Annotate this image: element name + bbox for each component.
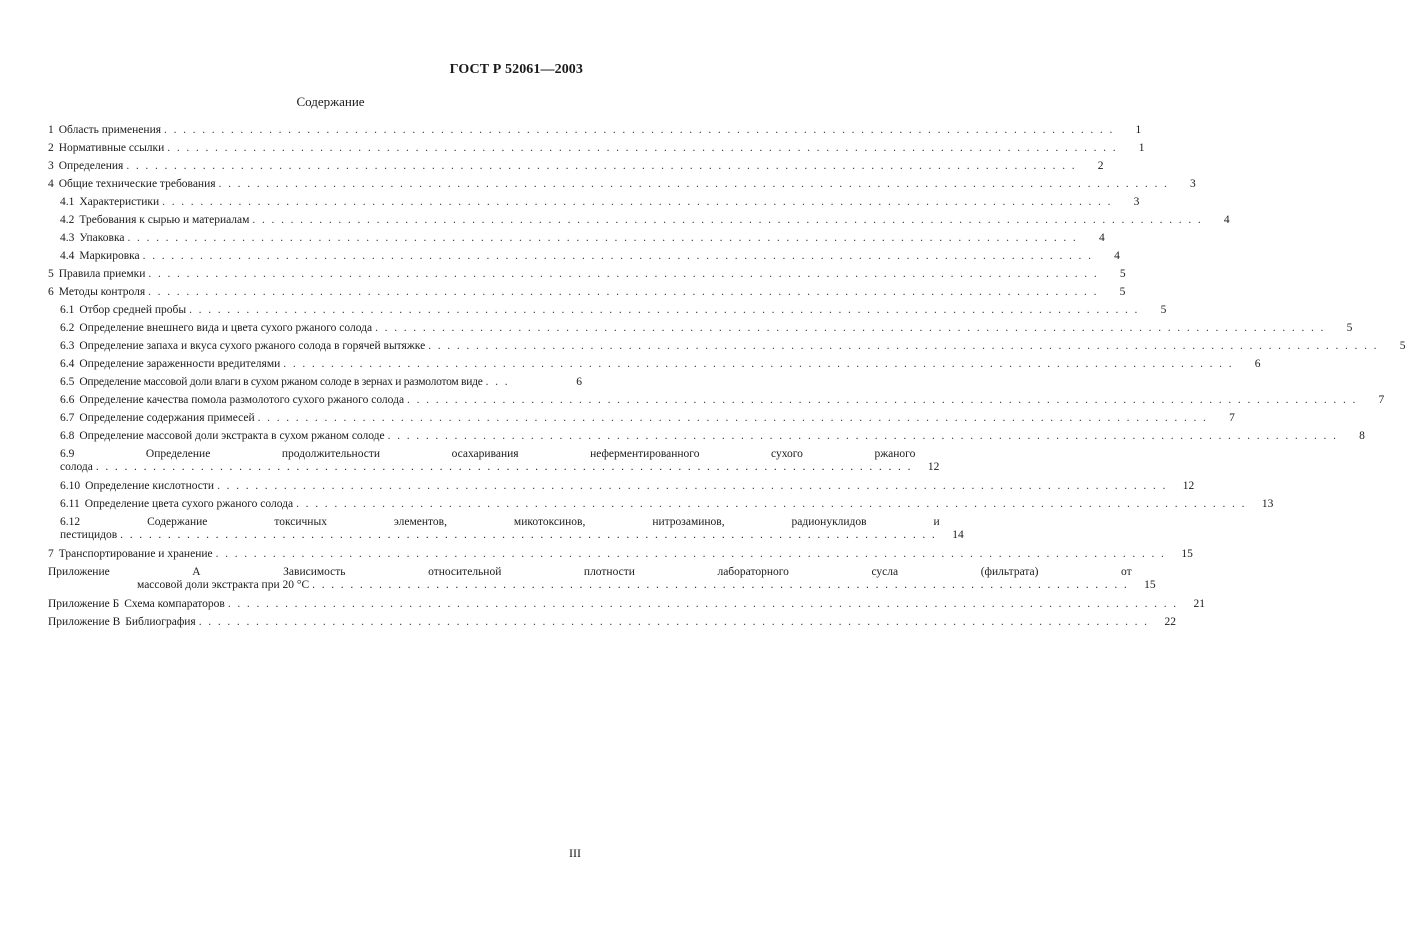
- page-number: III: [569, 846, 581, 860]
- toc-entry[interactable]: 5 Правила приемки . . . . . . . . . . . . . . . . . . . . . . . . . . . . . . . . . . . . . . . . . . . . . . . . . . . . . . . . . . . . . . . . . . . . . . . . . . . . . . . . . . . . . . . . . . . . . . . . . . . . 5: [48, 268, 1126, 280]
- toc-entry[interactable]: 1 Область применения . . . . . . . . . . . . . . . . . . . . . . . . . . . . . . . . . . . . . . . . . . . . . . . . . . . . . . . . . . . . . . . . . . . . . . . . . . . . . . . . . . . . . . . . . . . . . . . . . . . . 1: [48, 124, 1142, 136]
- toc-entry[interactable]: 6.11 Определение цвета сухого ржаного солода . . . . . . . . . . . . . . . . . . . . . . . . . . . . . . . . . . . . . . . . . . . . . . . . . . . . . . . . . . . . . . . . . . . . . . . . . . . . . . . . . . . . . . . . . . . . . . . . . . . . 13: [60, 498, 1274, 510]
- toc-entry[interactable]: 4 Общие технические требования . . . . . . . . . . . . . . . . . . . . . . . . . . . . . . . . . . . . . . . . . . . . . . . . . . . . . . . . . . . . . . . . . . . . . . . . . . . . . . . . . . . . . . . . . . . . . . . . . . . . 3: [48, 178, 1196, 190]
- toc-entry[interactable]: 6.8 Определение массовой доли экстракта в сухом ржаном солоде . . . . . . . . . . . . . . . . . . . . . . . . . . . . . . . . . . . . . . . . . . . . . . . . . . . . . . . . . . . . . . . . . . . . . . . . . . . . . . . . . . . . . . . . . . . . . . . . . . . . 8: [60, 430, 1365, 442]
- toc-entry[interactable]: 6.12 Содержание токсичных элементов, микотоксинов, нитрозаминов, радионуклидов и пестицидов . . . . . . . . . . . . . . . . . . . . . . . . . . . . . . . . . . . . . . . . . . . . . . . . . . . . . . . . . . . . . . . . . . . . . . . . . . . . . . . . . . . . . . 14: [60, 516, 964, 541]
- table-of-contents: [48, 121, 1405, 631]
- toc-entry[interactable]: 6.3 Определение запаха и вкуса сухого ржаного солода в горячей вытяжке . . . . . . . . . . . . . . . . . . . . . . . . . . . . . . . . . . . . . . . . . . . . . . . . . . . . . . . . . . . . . . . . . . . . . . . . . . . . . . . . . . . . . . . . . . . . . . . . . . . . 5: [60, 340, 1405, 352]
- toc-entry[interactable]: 2 Нормативные ссылки . . . . . . . . . . . . . . . . . . . . . . . . . . . . . . . . . . . . . . . . . . . . . . . . . . . . . . . . . . . . . . . . . . . . . . . . . . . . . . . . . . . . . . . . . . . . . . . . . . . . 1: [48, 142, 1145, 154]
- toc-title: Содержание: [296, 94, 365, 109]
- toc-entry[interactable]: 6.2 Определение внешнего вида и цвета сухого ржаного солода . . . . . . . . . . . . . . . . . . . . . . . . . . . . . . . . . . . . . . . . . . . . . . . . . . . . . . . . . . . . . . . . . . . . . . . . . . . . . . . . . . . . . . . . . . . . . . . . . . . . 5: [60, 322, 1353, 334]
- toc-entry[interactable]: 3 Определения . . . . . . . . . . . . . . . . . . . . . . . . . . . . . . . . . . . . . . . . . . . . . . . . . . . . . . . . . . . . . . . . . . . . . . . . . . . . . . . . . . . . . . . . . . . . . . . . . . . . 2: [48, 160, 1104, 172]
- toc-entry[interactable]: Приложение А Зависимость относительной плотности лабораторного сусла (фильтрата) от массовой доли экстракта при 20 °С . . . . . . . . . . . . . . . . . . . . . . . . . . . . . . . . . . . . . . . . . . . . . . . . . . . . . . . . . . . . . . . . . . . . . . . . . . . . . . . . . . . . . . 15: [48, 566, 1156, 591]
- toc-entry[interactable]: Приложение Б Схема компараторов . . . . . . . . . . . . . . . . . . . . . . . . . . . . . . . . . . . . . . . . . . . . . . . . . . . . . . . . . . . . . . . . . . . . . . . . . . . . . . . . . . . . . . . . . . . . . . . . . . . . 21: [48, 598, 1206, 610]
- toc-entry[interactable]: 6.9 Определение продолжительности осахаривания неферментированного сухого ржаного солода . . . . . . . . . . . . . . . . . . . . . . . . . . . . . . . . . . . . . . . . . . . . . . . . . . . . . . . . . . . . . . . . . . . . . . . . . . . . . . . . . . . . . . 12: [60, 448, 940, 473]
- toc-entry[interactable]: 4.2 Требования к сырью и материалам . . . . . . . . . . . . . . . . . . . . . . . . . . . . . . . . . . . . . . . . . . . . . . . . . . . . . . . . . . . . . . . . . . . . . . . . . . . . . . . . . . . . . . . . . . . . . . . . . . . . 4: [60, 214, 1230, 226]
- toc-entry[interactable]: 4.4 Маркировка . . . . . . . . . . . . . . . . . . . . . . . . . . . . . . . . . . . . . . . . . . . . . . . . . . . . . . . . . . . . . . . . . . . . . . . . . . . . . . . . . . . . . . . . . . . . . . . . . . . . 4: [60, 250, 1120, 262]
- toc-entry[interactable]: 6.6 Определение качества помола размолотого сухого ржаного солода . . . . . . . . . . . . . . . . . . . . . . . . . . . . . . . . . . . . . . . . . . . . . . . . . . . . . . . . . . . . . . . . . . . . . . . . . . . . . . . . . . . . . . . . . . . . . . . . . . . . 7: [60, 394, 1385, 406]
- toc-entry[interactable]: 6.5 Определение массовой доли влаги в сухом ржаном солоде в зернах и размолотом виде . . . 6: [60, 376, 582, 388]
- toc-entry[interactable]: 4.3 Упаковка . . . . . . . . . . . . . . . . . . . . . . . . . . . . . . . . . . . . . . . . . . . . . . . . . . . . . . . . . . . . . . . . . . . . . . . . . . . . . . . . . . . . . . . . . . . . . . . . . . . . 4: [60, 232, 1105, 244]
- toc-entry[interactable]: 6.10 Определение кислотности . . . . . . . . . . . . . . . . . . . . . . . . . . . . . . . . . . . . . . . . . . . . . . . . . . . . . . . . . . . . . . . . . . . . . . . . . . . . . . . . . . . . . . . . . . . . . . . . . . . . 12: [60, 480, 1195, 492]
- toc-entry[interactable]: 6.7 Определение содержания примесей . . . . . . . . . . . . . . . . . . . . . . . . . . . . . . . . . . . . . . . . . . . . . . . . . . . . . . . . . . . . . . . . . . . . . . . . . . . . . . . . . . . . . . . . . . . . . . . . . . . . 7: [60, 412, 1235, 424]
- toc-entry[interactable]: 6.4 Определение зараженности вредителями . . . . . . . . . . . . . . . . . . . . . . . . . . . . . . . . . . . . . . . . . . . . . . . . . . . . . . . . . . . . . . . . . . . . . . . . . . . . . . . . . . . . . . . . . . . . . . . . . . . . 6: [60, 358, 1261, 370]
- document-code: ГОСТ Р 52061—2003: [449, 62, 583, 77]
- toc-entry[interactable]: 6 Методы контроля . . . . . . . . . . . . . . . . . . . . . . . . . . . . . . . . . . . . . . . . . . . . . . . . . . . . . . . . . . . . . . . . . . . . . . . . . . . . . . . . . . . . . . . . . . . . . . . . . . . . 5: [48, 286, 1126, 298]
- toc-entry[interactable]: 6.1 Отбор средней пробы . . . . . . . . . . . . . . . . . . . . . . . . . . . . . . . . . . . . . . . . . . . . . . . . . . . . . . . . . . . . . . . . . . . . . . . . . . . . . . . . . . . . . . . . . . . . . . . . . . . . 5: [60, 304, 1167, 316]
- toc-entry[interactable]: 4.1 Характеристики . . . . . . . . . . . . . . . . . . . . . . . . . . . . . . . . . . . . . . . . . . . . . . . . . . . . . . . . . . . . . . . . . . . . . . . . . . . . . . . . . . . . . . . . . . . . . . . . . . . . 3: [60, 196, 1140, 208]
- toc-entry[interactable]: 7 Транспортирование и хранение . . . . . . . . . . . . . . . . . . . . . . . . . . . . . . . . . . . . . . . . . . . . . . . . . . . . . . . . . . . . . . . . . . . . . . . . . . . . . . . . . . . . . . . . . . . . . . . . . . . . 15: [48, 548, 1193, 560]
- toc-entry[interactable]: Приложение В Библиография . . . . . . . . . . . . . . . . . . . . . . . . . . . . . . . . . . . . . . . . . . . . . . . . . . . . . . . . . . . . . . . . . . . . . . . . . . . . . . . . . . . . . . . . . . . . . . . . . . . . 22: [48, 616, 1176, 628]
